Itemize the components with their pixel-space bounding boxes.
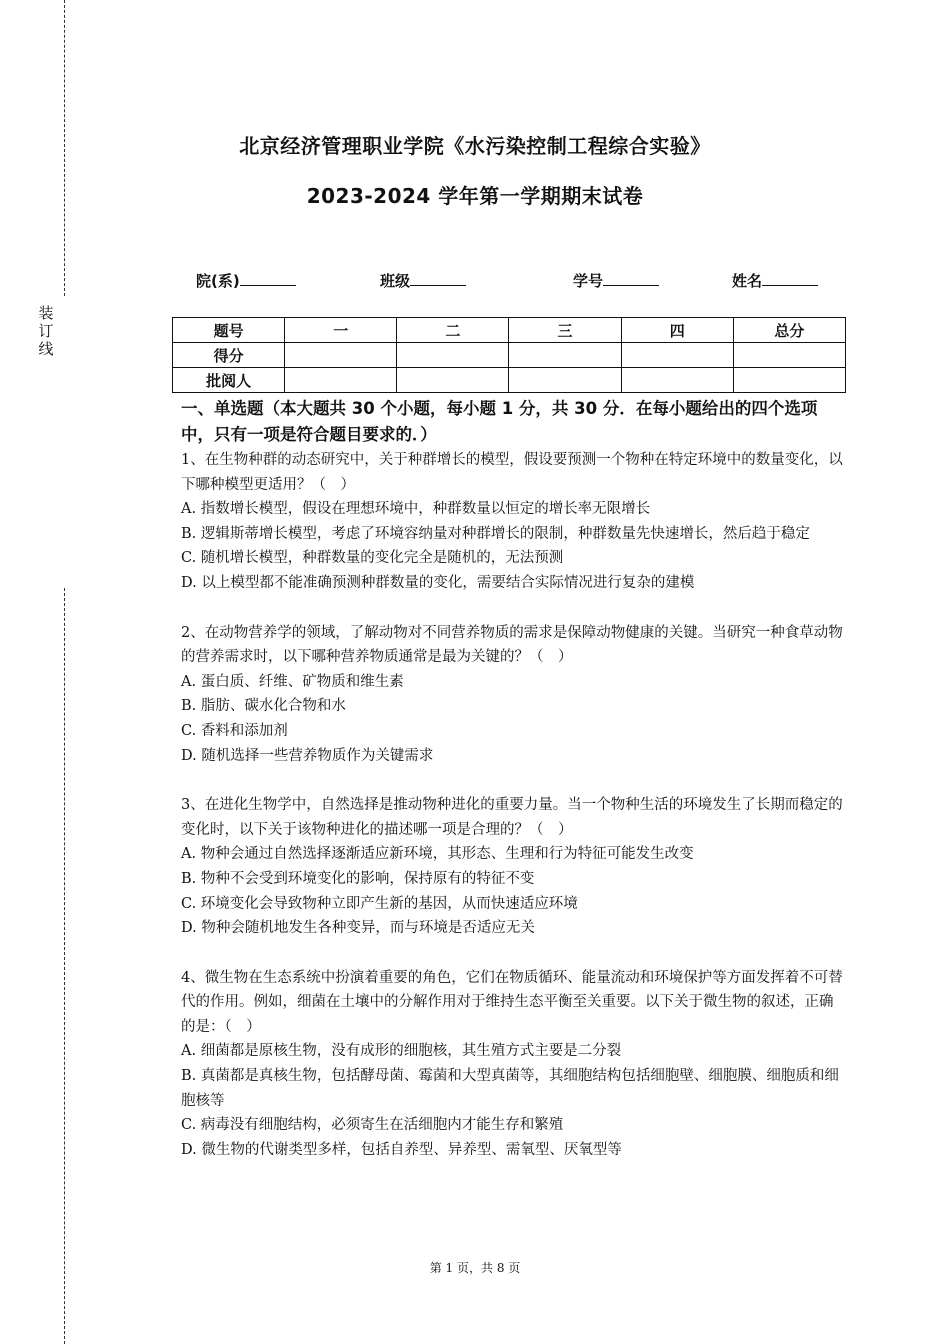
table-header-cell: 四 [621,318,733,343]
student-id-field[interactable] [573,270,659,291]
option-c: C. 香料和添加剂 [181,722,288,739]
class-blank[interactable] [410,271,466,286]
department-label: 院(系) [196,272,240,290]
name-field[interactable] [732,270,818,291]
option-a: A. 蛋白质、纤维、矿物质和维生素 [181,673,404,690]
class-label: 班级 [380,272,411,290]
reviewer-cell[interactable] [285,368,397,393]
score-cell[interactable] [509,343,621,368]
option-c: C. 随机增长模型，种群数量的变化完全是随机的，无法预测 [181,550,564,567]
reviewer-row [173,368,846,393]
score-table [172,317,846,393]
name-blank[interactable] [762,271,818,286]
option-a: A. 细菌都是原核生物，没有成形的细胞核，其生殖方式主要是二分裂 [181,1043,622,1060]
binding-line-bottom [64,588,65,1344]
score-table-header-row [173,318,846,343]
score-cell[interactable] [733,343,845,368]
section-heading: 一、单选题（本大题共 30 个小题，每小题 1 分，共 30 分．在每小题给出的四个选项中，只有一项是符合题目要求的．） [181,399,818,444]
option-d: D. 物种会随机地发生各种变异，而与环境是否适应无关 [181,920,535,937]
option-c: C. 环境变化会导致物种立即产生新的基因，从而快速适应环境 [181,895,578,912]
score-row [173,343,846,368]
row-label-cell: 得分 [173,343,285,368]
question-1 [181,448,846,596]
binding-label [36,304,56,358]
option-b: B. 真菌都是真核生物，包括酵母菌、霉菌和大型真菌等，其细胞结构包括细胞壁、细胞膜、细胞质和细胞核等 [181,1068,839,1109]
question-4 [181,966,846,1163]
question-stem: 3、在进化生物学中，自然选择是推动物种进化的重要力量。当一个物种生活的环境发生了长期而稳定的变化时，以下关于该物种进化的描述哪一项是合理的？（ ） [181,797,843,838]
exam-content [181,396,846,1187]
option-c: C. 病毒没有细胞结构，必须寄生在活细胞内才能生存和繁殖 [181,1117,564,1134]
option-b: B. 逻辑斯蒂增长模型，考虑了环境容纳量对种群增长的限制，种群数量先快速增长，然后趋于稳定 [181,525,810,542]
class-field[interactable] [380,270,466,291]
option-b: B. 脂肪、碳水化合物和水 [181,698,346,715]
name-label: 姓名 [732,272,763,290]
department-blank[interactable] [240,271,296,286]
exam-title-line2: 2023-2024 学年第一学期期末试卷 [306,184,644,208]
question-stem: 4、微生物在生态系统中扮演着重要的角色，它们在物质循环、能量流动和环境保护等方面发挥着不可替代的作用。例如，细菌在土壤中的分解作用对于维持生态平衡至关重要。以下关于微生物的叙述，正确的是：（ ） [181,969,843,1035]
reviewer-cell[interactable] [621,368,733,393]
score-cell[interactable] [285,343,397,368]
option-d: D. 微生物的代谢类型多样，包括自养型、异养型、需氧型、厌氧型等 [181,1141,622,1158]
binding-char: 订 [38,322,54,340]
option-a: A. 指数增长模型，假设在理想环境中，种群数量以恒定的增长率无限增长 [181,501,651,518]
binding-char: 装 [38,304,54,322]
table-header-cell: 一 [285,318,397,343]
table-header-cell: 三 [509,318,621,343]
table-header-cell: 题号 [173,318,285,343]
option-a: A. 物种会通过自然选择逐渐适应新环境，其形态、生理和行为特征可能发生改变 [181,846,694,863]
option-d: D. 随机选择一些营养物质作为关键需求 [181,747,434,764]
student-id-label: 学号 [573,272,604,290]
binding-char: 线 [38,340,54,358]
exam-title-line1: 北京经济管理职业学院《水污染控制工程综合实验》 [239,134,711,158]
table-header-cell: 二 [397,318,509,343]
student-id-blank[interactable] [603,271,659,286]
score-cell[interactable] [397,343,509,368]
reviewer-cell[interactable] [397,368,509,393]
option-d: D. 以上模型都不能准确预测种群数量的变化，需要结合实际情况进行复杂的建模 [181,574,695,591]
question-3 [181,793,846,941]
reviewer-cell[interactable] [509,368,621,393]
page-footer: 第 1 页，共 8 页 [429,1261,521,1275]
reviewer-cell[interactable] [733,368,845,393]
table-header-cell: 总分 [733,318,845,343]
score-cell[interactable] [621,343,733,368]
row-label-cell: 批阅人 [173,368,285,393]
question-stem: 1、在生物种群的动态研究中，关于种群增长的模型，假设要预测一个物种在特定环境中的数量变化，以下哪种模型更适用？（ ） [181,452,843,493]
option-b: B. 物种不会受到环境变化的影响，保持原有的特征不变 [181,870,535,887]
question-stem: 2、在动物营养学的领域，了解动物对不同营养物质的需求是保障动物健康的关键。当研究一种食草动物的营养需求时，以下哪种营养物质通常是最为关键的？（ ） [181,624,843,666]
department-field[interactable] [196,270,296,291]
question-2 [181,621,846,769]
